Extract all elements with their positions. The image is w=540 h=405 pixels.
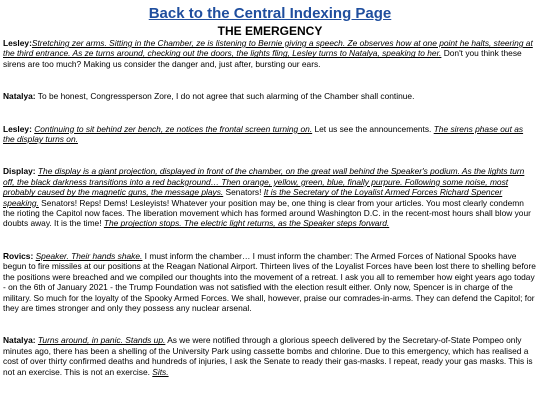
dialogue-text: Don't you think these sirens are too much? Making us consider the danger and, just after, bursting our ears. bbox=[3, 48, 522, 69]
dialogue-paragraph bbox=[3, 124, 537, 145]
dialogue-text: As we were notified through a glorious speech delivered by the Secretary-of-State Pompeo only minutes ago, there has been a shelling of the University Park using cassette bombs and chlorine. Due to this emergency, which has realised a cost of over thirty confirmed deaths and hundreds of injuries, I ask the Senate to ready their gas-masks. I repeat, ready your gas masks. This is not an exercise. This is not an exercise. bbox=[3, 335, 533, 377]
speaker-name: Lesley: bbox=[3, 123, 32, 134]
stage-direction: Sits. bbox=[152, 366, 169, 377]
dialogue-text: Senators! bbox=[223, 187, 264, 198]
stage-direction: The display is a giant projection, displayed in front of the chamber, on the great wall behind the Speaker's podium. As the lights turn off, the black darkness transitions into a red background… Then orange, yellow, green, blue, finally purpure. Following some noise, most probably caused by the magnetic guns, the message plays. bbox=[3, 166, 525, 198]
stage-direction: Continuing to sit behind zer bench, ze notices the frontal screen turning on. bbox=[34, 123, 313, 134]
speaker-name: Rovics: bbox=[3, 250, 34, 261]
dialogue-paragraph bbox=[3, 166, 537, 228]
stage-direction: Speaker. Their hands shake. bbox=[35, 250, 143, 261]
dialogue-text: Let us see the announcements. bbox=[312, 123, 434, 134]
stage-direction: Stretching zer arms. Sitting in the Chamber, ze is listening to Bernie giving a speech. Ze observes how at one point he halts, steering at the third entrance. As ze turns around, checking out the doors, the lights fling, Lesley turns to Natalya, speaking to her. bbox=[3, 38, 533, 59]
page-title: THE EMERGENCY bbox=[217, 24, 323, 38]
speaker-name: Natalya: bbox=[3, 335, 36, 346]
speaker-name: Display: bbox=[3, 166, 36, 177]
dialogue-text: To be honest, Congressperson Zore, I do not agree that such alarming of the Chamber shall continue. bbox=[35, 91, 415, 102]
dialogue-text: Senators! Reps! Dems! Lesleyists! Whatever your position may be, one thing is clear from your articles. You most clearly condemn the rioting the Capitol now faces. The liberation movement which has formed around Washington D.C. in the recent-most hours shall blow your doubts away. It is the time! bbox=[3, 197, 531, 229]
dialogue-text: I must inform the chamber… I must inform the chamber: The Armed Forces of National Spooks have begun to fire missiles at our positions at the Reagan National Airport. Thirteen lives of the Loyalist Forces have been lost there to shelling before the positions were breached and we compiled our thoughts into the movement of a retreat. I ask you all to remember how eight years ago today - on the 6th of January 2021 - the Trump Foundation was not satisfied with the election result either. Only now, Spencer is in charge of the military. So much for the loyalty of the Spooky Armed Forces. We shall, however, praise our comrades-in-arms. They can defend the Capitol; for they are times stronger and only they possess any nuclear arsenal. bbox=[3, 250, 536, 313]
speaker-name: Natalya: bbox=[3, 91, 36, 102]
stage-direction: The sirens phase out as the display turns on. bbox=[3, 123, 524, 145]
back-to-index-link[interactable]: Back to the Central Indexing Page bbox=[148, 5, 392, 22]
dialogue-paragraph bbox=[3, 335, 537, 377]
stage-direction: The projection stops. The electric light returns, as the Speaker steps forward. bbox=[103, 218, 390, 229]
script-body bbox=[3, 38, 537, 377]
stage-direction: It is the Secretary of the Loyalist Armed Forces Richard Spencer speaking. bbox=[3, 187, 503, 208]
speaker-name: Lesley: bbox=[3, 38, 32, 48]
dialogue-paragraph bbox=[3, 91, 537, 101]
dialogue-paragraph bbox=[3, 251, 537, 313]
dialogue-paragraph bbox=[3, 38, 537, 69]
stage-direction: Turns around, in panic. Stands up. bbox=[37, 335, 166, 346]
